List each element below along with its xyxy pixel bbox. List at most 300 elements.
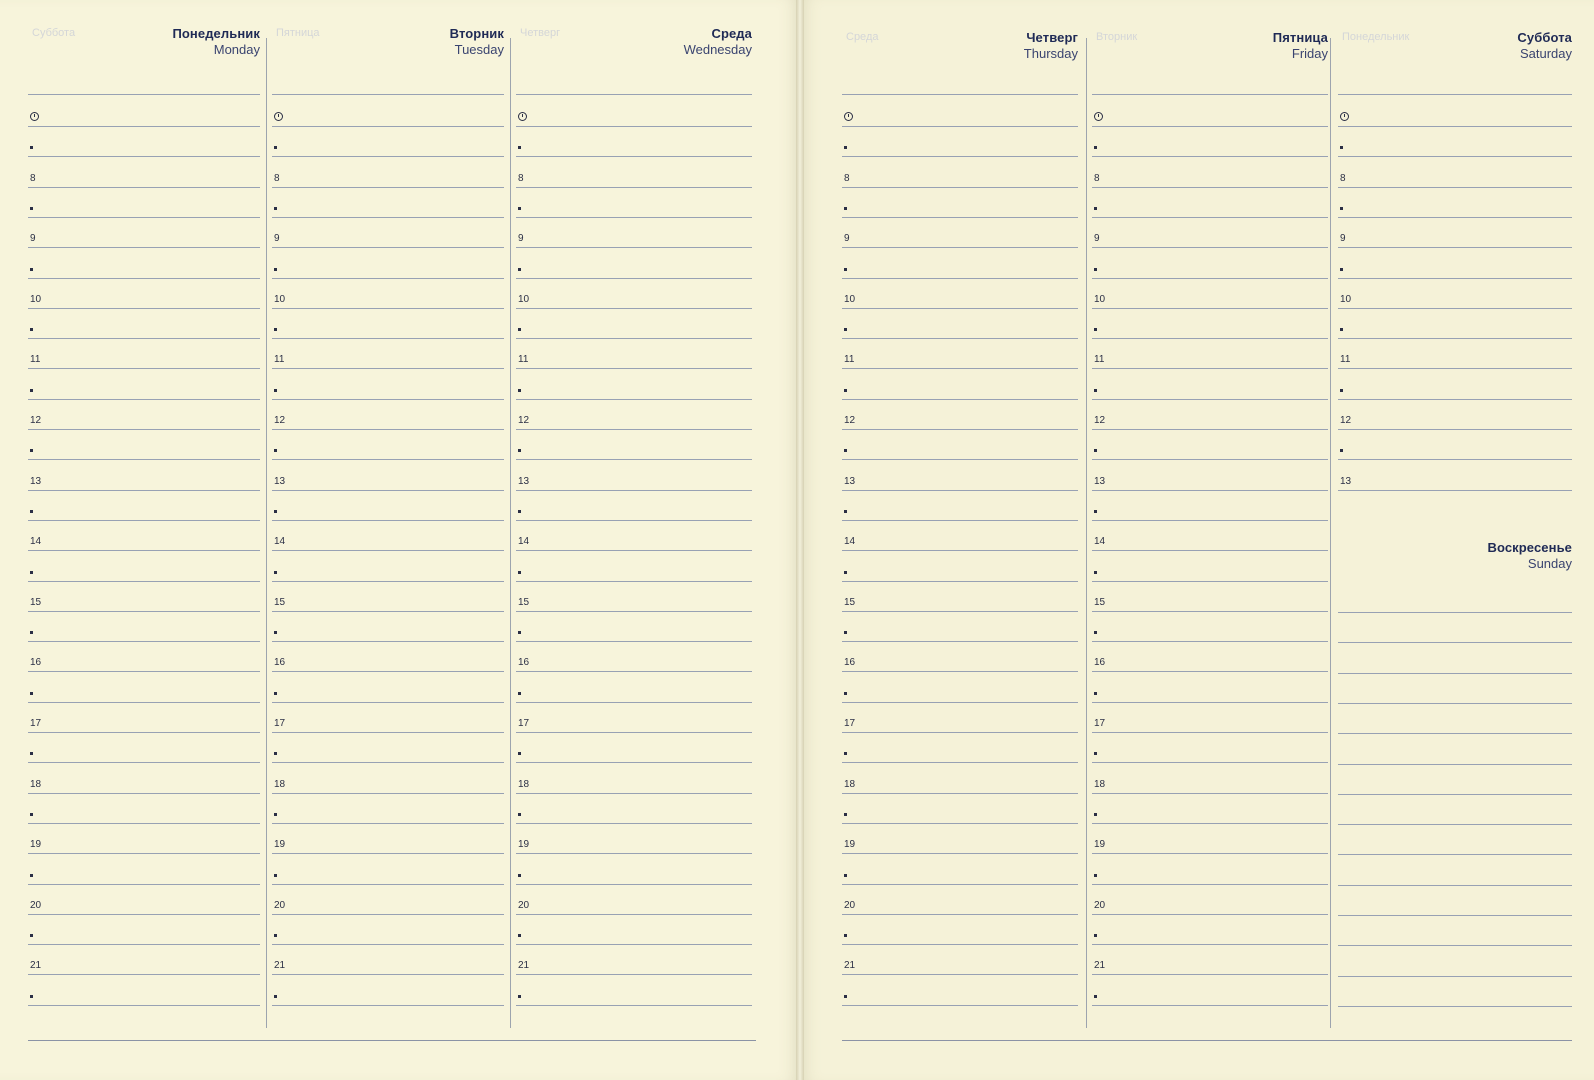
clock-icon [274, 112, 283, 121]
writing-line[interactable] [842, 550, 1078, 551]
header-line [1338, 94, 1572, 95]
bullet-dot [844, 207, 847, 210]
hour-label: 20 [30, 899, 42, 911]
hour-label: 9 [518, 233, 524, 245]
writing-line[interactable] [28, 581, 260, 582]
writing-line[interactable] [842, 247, 1078, 248]
bullet-dot [1340, 389, 1343, 392]
writing-line[interactable] [1092, 1005, 1328, 1006]
writing-line[interactable] [842, 1005, 1078, 1006]
writing-line[interactable] [28, 732, 260, 733]
writing-line[interactable] [28, 611, 260, 612]
writing-line[interactable] [28, 520, 260, 521]
writing-line[interactable] [1092, 853, 1328, 854]
writing-line[interactable] [1092, 550, 1328, 551]
writing-line[interactable] [272, 156, 504, 157]
header-line [272, 94, 504, 95]
writing-line[interactable] [1338, 156, 1572, 157]
column-divider [266, 38, 267, 1028]
bullet-dot [274, 449, 277, 452]
writing-line[interactable] [272, 308, 504, 309]
writing-line[interactable] [1338, 217, 1572, 218]
writing-line[interactable] [516, 974, 752, 975]
writing-line[interactable] [516, 884, 752, 885]
bullet-dot [1094, 146, 1097, 149]
writing-line[interactable] [28, 793, 260, 794]
writing-line[interactable] [28, 1005, 260, 1006]
writing-line[interactable] [1338, 338, 1572, 339]
writing-line[interactable] [1338, 794, 1572, 795]
bullet-dot [518, 995, 521, 998]
hour-label: 17 [30, 718, 42, 729]
writing-line[interactable] [842, 671, 1078, 672]
bullet-dot [1094, 571, 1097, 574]
hour-label: 11 [274, 354, 285, 366]
ghost-header: Суббота [32, 27, 76, 39]
writing-line[interactable] [1338, 308, 1572, 309]
writing-line[interactable] [1092, 611, 1328, 612]
writing-line[interactable] [516, 732, 752, 733]
writing-line[interactable] [842, 368, 1078, 369]
writing-line[interactable] [516, 490, 752, 491]
hour-label: 11 [1094, 354, 1105, 366]
hour-label: 9 [1094, 233, 1100, 245]
hour-label: 14 [30, 536, 42, 548]
hour-label: 21 [274, 960, 286, 972]
writing-line[interactable] [1092, 490, 1328, 491]
bullet-dot [518, 268, 521, 271]
hour-label: 15 [30, 596, 42, 608]
bullet-dot [1094, 207, 1097, 210]
writing-line[interactable] [842, 853, 1078, 854]
hour-label: 8 [30, 172, 36, 184]
writing-line[interactable] [28, 914, 260, 915]
writing-line[interactable] [516, 459, 752, 460]
writing-line[interactable] [272, 217, 504, 218]
writing-line[interactable] [842, 702, 1078, 703]
writing-line[interactable] [842, 641, 1078, 642]
hour-label: 10 [274, 293, 286, 305]
clock-icon [30, 112, 39, 121]
writing-line[interactable] [516, 187, 752, 188]
writing-line[interactable] [1092, 187, 1328, 188]
writing-line[interactable] [1338, 429, 1572, 430]
writing-line[interactable] [272, 429, 504, 430]
bullet-dot [1094, 510, 1097, 513]
writing-line[interactable] [28, 156, 260, 157]
writing-line[interactable] [28, 550, 260, 551]
writing-line[interactable] [516, 944, 752, 945]
writing-line[interactable] [842, 217, 1078, 218]
writing-line[interactable] [842, 974, 1078, 975]
writing-line[interactable] [516, 247, 752, 248]
hour-label: 12 [844, 415, 856, 426]
hour-label: 12 [1340, 415, 1352, 426]
writing-line[interactable] [516, 914, 752, 915]
writing-line[interactable] [516, 520, 752, 521]
hour-label: 8 [1340, 172, 1346, 184]
writing-line[interactable] [28, 247, 260, 248]
bullet-dot [1094, 449, 1097, 452]
hour-label: 14 [274, 536, 286, 548]
bullet-dot [30, 571, 33, 574]
writing-line[interactable] [28, 338, 260, 339]
hour-label: 19 [518, 839, 530, 851]
writing-line[interactable] [1338, 399, 1572, 400]
writing-line[interactable] [272, 974, 504, 975]
writing-line[interactable] [1092, 671, 1328, 672]
hour-label: 13 [1340, 475, 1352, 487]
writing-line[interactable] [516, 399, 752, 400]
column-divider [1330, 38, 1331, 1028]
writing-line[interactable] [516, 762, 752, 763]
hour-label: 8 [844, 172, 850, 184]
writing-line[interactable] [28, 974, 260, 975]
writing-line[interactable] [1092, 732, 1328, 733]
writing-line[interactable] [842, 459, 1078, 460]
bullet-dot [1340, 146, 1343, 149]
hour-label: 19 [30, 839, 42, 851]
writing-line[interactable] [272, 823, 504, 824]
writing-line[interactable] [842, 520, 1078, 521]
bullet-dot [30, 268, 33, 271]
writing-line[interactable] [272, 732, 504, 733]
writing-line[interactable] [1092, 520, 1328, 521]
bullet-dot [844, 752, 847, 755]
writing-line[interactable] [516, 823, 752, 824]
writing-line[interactable] [1338, 642, 1572, 643]
writing-line[interactable] [1092, 338, 1328, 339]
writing-line[interactable] [1092, 581, 1328, 582]
writing-line[interactable] [272, 338, 504, 339]
day-name-ru: Суббота [1517, 30, 1572, 45]
writing-line[interactable] [272, 853, 504, 854]
writing-line[interactable] [1338, 885, 1572, 886]
writing-line[interactable] [1092, 217, 1328, 218]
writing-line[interactable] [272, 187, 504, 188]
writing-line[interactable] [272, 399, 504, 400]
hour-label: 12 [518, 415, 530, 426]
bottom-line [842, 1040, 1572, 1041]
bullet-dot [844, 571, 847, 574]
writing-line[interactable] [28, 884, 260, 885]
writing-line[interactable] [1338, 703, 1572, 704]
day-name-ru: Четверг [1026, 30, 1078, 45]
bullet-dot [274, 692, 277, 695]
writing-line[interactable] [28, 308, 260, 309]
writing-line[interactable] [28, 399, 260, 400]
writing-line[interactable] [28, 459, 260, 460]
day-name-en: Sunday [1527, 556, 1572, 571]
hour-label: 17 [274, 718, 286, 729]
writing-line[interactable] [842, 914, 1078, 915]
writing-line[interactable] [272, 581, 504, 582]
writing-line[interactable] [1092, 459, 1328, 460]
hour-label: 21 [518, 960, 530, 972]
writing-line[interactable] [842, 126, 1078, 127]
bullet-dot [518, 752, 521, 755]
writing-line[interactable] [28, 671, 260, 672]
bullet-dot [1094, 389, 1097, 392]
hour-label: 11 [518, 354, 529, 366]
writing-line[interactable] [272, 247, 504, 248]
bullet-dot [518, 207, 521, 210]
hour-label: 15 [274, 596, 286, 608]
header-line [28, 94, 260, 95]
hour-label: 18 [844, 778, 856, 790]
writing-line[interactable] [516, 1005, 752, 1006]
writing-line[interactable] [272, 944, 504, 945]
bullet-dot [518, 813, 521, 816]
day-name-ru: Понедельник [172, 26, 260, 41]
bullet-dot [274, 995, 277, 998]
ghost-header: Четверг [520, 27, 561, 39]
hour-label: 21 [30, 960, 42, 972]
writing-line[interactable] [272, 884, 504, 885]
writing-line[interactable] [272, 914, 504, 915]
day-name-en: Monday [213, 42, 260, 57]
bottom-line [28, 1040, 756, 1041]
writing-line[interactable] [1338, 490, 1572, 491]
bullet-dot [274, 510, 277, 513]
bullet-dot [30, 934, 33, 937]
writing-line[interactable] [842, 278, 1078, 279]
writing-line[interactable] [1338, 187, 1572, 188]
bullet-dot [844, 389, 847, 392]
writing-line[interactable] [842, 762, 1078, 763]
writing-line[interactable] [516, 611, 752, 612]
column-divider [510, 38, 511, 1028]
bullet-dot [30, 207, 33, 210]
hour-label: 13 [30, 475, 42, 487]
writing-line[interactable] [272, 490, 504, 491]
bullet-dot [518, 571, 521, 574]
bullet-dot [1094, 692, 1097, 695]
writing-line[interactable] [1338, 976, 1572, 977]
writing-line[interactable] [842, 156, 1078, 157]
writing-line[interactable] [516, 581, 752, 582]
writing-line[interactable] [842, 823, 1078, 824]
header-line [1092, 94, 1328, 95]
writing-line[interactable] [842, 187, 1078, 188]
writing-line[interactable] [842, 793, 1078, 794]
bullet-dot [30, 874, 33, 877]
hour-label: 15 [844, 596, 856, 608]
writing-line[interactable] [516, 308, 752, 309]
writing-line[interactable] [1338, 673, 1572, 674]
writing-line[interactable] [272, 611, 504, 612]
day-name-ru: Пятница [1272, 30, 1328, 45]
writing-line[interactable] [1092, 641, 1328, 642]
writing-line[interactable] [1092, 126, 1328, 127]
bullet-dot [1094, 874, 1097, 877]
writing-line[interactable] [842, 490, 1078, 491]
writing-line[interactable] [842, 308, 1078, 309]
writing-line[interactable] [1092, 247, 1328, 248]
hour-label: 8 [274, 172, 280, 184]
bullet-dot [274, 571, 277, 574]
bullet-dot [518, 692, 521, 695]
writing-line[interactable] [272, 762, 504, 763]
writing-line[interactable] [516, 429, 752, 430]
bullet-dot [844, 328, 847, 331]
writing-line[interactable] [272, 459, 504, 460]
writing-line[interactable] [272, 671, 504, 672]
writing-line[interactable] [272, 126, 504, 127]
writing-line[interactable] [272, 641, 504, 642]
writing-line[interactable] [516, 338, 752, 339]
writing-line[interactable] [842, 611, 1078, 612]
writing-line[interactable] [28, 823, 260, 824]
hour-label: 11 [30, 354, 41, 366]
bullet-dot [274, 752, 277, 755]
writing-line[interactable] [1338, 459, 1572, 460]
writing-line[interactable] [516, 217, 752, 218]
writing-line[interactable] [28, 641, 260, 642]
bullet-dot [30, 449, 33, 452]
writing-line[interactable] [1092, 974, 1328, 975]
writing-line[interactable] [1092, 399, 1328, 400]
writing-line[interactable] [842, 581, 1078, 582]
writing-line[interactable] [1338, 945, 1572, 946]
writing-line[interactable] [272, 1005, 504, 1006]
bullet-dot [844, 934, 847, 937]
day-name-ru: Воскресенье [1487, 540, 1572, 555]
day-header [1338, 540, 1572, 571]
hour-label: 12 [30, 415, 42, 426]
bullet-dot [844, 813, 847, 816]
bullet-dot [844, 995, 847, 998]
book-gutter [796, 0, 804, 1080]
writing-line[interactable] [28, 490, 260, 491]
writing-line[interactable] [516, 671, 752, 672]
bullet-dot [844, 510, 847, 513]
writing-line[interactable] [842, 732, 1078, 733]
writing-line[interactable] [1338, 1006, 1572, 1007]
hour-label: 21 [1094, 960, 1106, 972]
bullet-dot [518, 328, 521, 331]
writing-line[interactable] [1338, 368, 1572, 369]
hour-label: 9 [274, 233, 280, 245]
bullet-dot [518, 934, 521, 937]
writing-line[interactable] [842, 884, 1078, 885]
writing-line[interactable] [516, 793, 752, 794]
writing-line[interactable] [1338, 764, 1572, 765]
writing-line[interactable] [28, 187, 260, 188]
hour-label: 10 [30, 293, 42, 305]
writing-line[interactable] [516, 278, 752, 279]
writing-line[interactable] [842, 399, 1078, 400]
writing-line[interactable] [28, 853, 260, 854]
hour-label: 9 [1340, 233, 1346, 245]
writing-line[interactable] [272, 793, 504, 794]
writing-line[interactable] [516, 702, 752, 703]
writing-line[interactable] [1338, 278, 1572, 279]
writing-line[interactable] [842, 338, 1078, 339]
writing-line[interactable] [1092, 308, 1328, 309]
writing-line[interactable] [1092, 793, 1328, 794]
hour-label: 20 [1094, 899, 1106, 911]
hour-label: 17 [844, 718, 856, 729]
writing-line[interactable] [1092, 702, 1328, 703]
day-name-en: Tuesday [454, 42, 504, 57]
bullet-dot [274, 268, 277, 271]
bullet-dot [518, 449, 521, 452]
ghost-header: Вторник [1096, 31, 1138, 43]
hour-label: 14 [1094, 536, 1106, 548]
bullet-dot [274, 146, 277, 149]
writing-line[interactable] [1092, 914, 1328, 915]
hour-label: 16 [30, 657, 42, 669]
writing-line[interactable] [1338, 126, 1572, 127]
writing-line[interactable] [1092, 823, 1328, 824]
writing-line[interactable] [1092, 156, 1328, 157]
bullet-dot [844, 268, 847, 271]
day-name-en: Saturday [1519, 46, 1572, 61]
bullet-dot [30, 146, 33, 149]
writing-line[interactable] [28, 944, 260, 945]
bullet-dot [844, 692, 847, 695]
hour-label: 16 [274, 657, 286, 669]
writing-line[interactable] [516, 126, 752, 127]
writing-line[interactable] [28, 702, 260, 703]
writing-line[interactable] [272, 368, 504, 369]
writing-line[interactable] [1092, 278, 1328, 279]
writing-line[interactable] [1338, 612, 1572, 613]
writing-line[interactable] [842, 429, 1078, 430]
hour-label: 16 [518, 657, 530, 669]
writing-line[interactable] [516, 853, 752, 854]
writing-line[interactable] [1338, 854, 1572, 855]
writing-line[interactable] [1338, 824, 1572, 825]
writing-line[interactable] [28, 278, 260, 279]
writing-line[interactable] [516, 368, 752, 369]
hour-label: 10 [1094, 293, 1106, 305]
hour-label: 14 [844, 536, 856, 548]
writing-line[interactable] [516, 641, 752, 642]
hour-label: 20 [844, 899, 856, 911]
writing-line[interactable] [1092, 944, 1328, 945]
writing-line[interactable] [28, 126, 260, 127]
writing-line[interactable] [1092, 429, 1328, 430]
writing-line[interactable] [272, 520, 504, 521]
hour-label: 18 [1094, 778, 1106, 790]
writing-line[interactable] [1092, 368, 1328, 369]
writing-line[interactable] [1338, 247, 1572, 248]
writing-line[interactable] [516, 550, 752, 551]
writing-line[interactable] [28, 217, 260, 218]
writing-line[interactable] [842, 944, 1078, 945]
writing-line[interactable] [272, 702, 504, 703]
bullet-dot [1094, 934, 1097, 937]
day-name-ru: Вторник [449, 26, 504, 41]
writing-line[interactable] [1338, 733, 1572, 734]
clock-icon [1094, 112, 1103, 121]
writing-line[interactable] [272, 550, 504, 551]
writing-line[interactable] [516, 156, 752, 157]
writing-line[interactable] [28, 429, 260, 430]
writing-line[interactable] [272, 278, 504, 279]
hour-label: 13 [518, 475, 530, 487]
writing-line[interactable] [1092, 762, 1328, 763]
writing-line[interactable] [1092, 884, 1328, 885]
bullet-dot [1094, 268, 1097, 271]
writing-line[interactable] [1338, 915, 1572, 916]
writing-line[interactable] [28, 762, 260, 763]
writing-line[interactable] [28, 368, 260, 369]
hour-label: 15 [1094, 596, 1106, 608]
hour-label: 16 [844, 657, 856, 669]
